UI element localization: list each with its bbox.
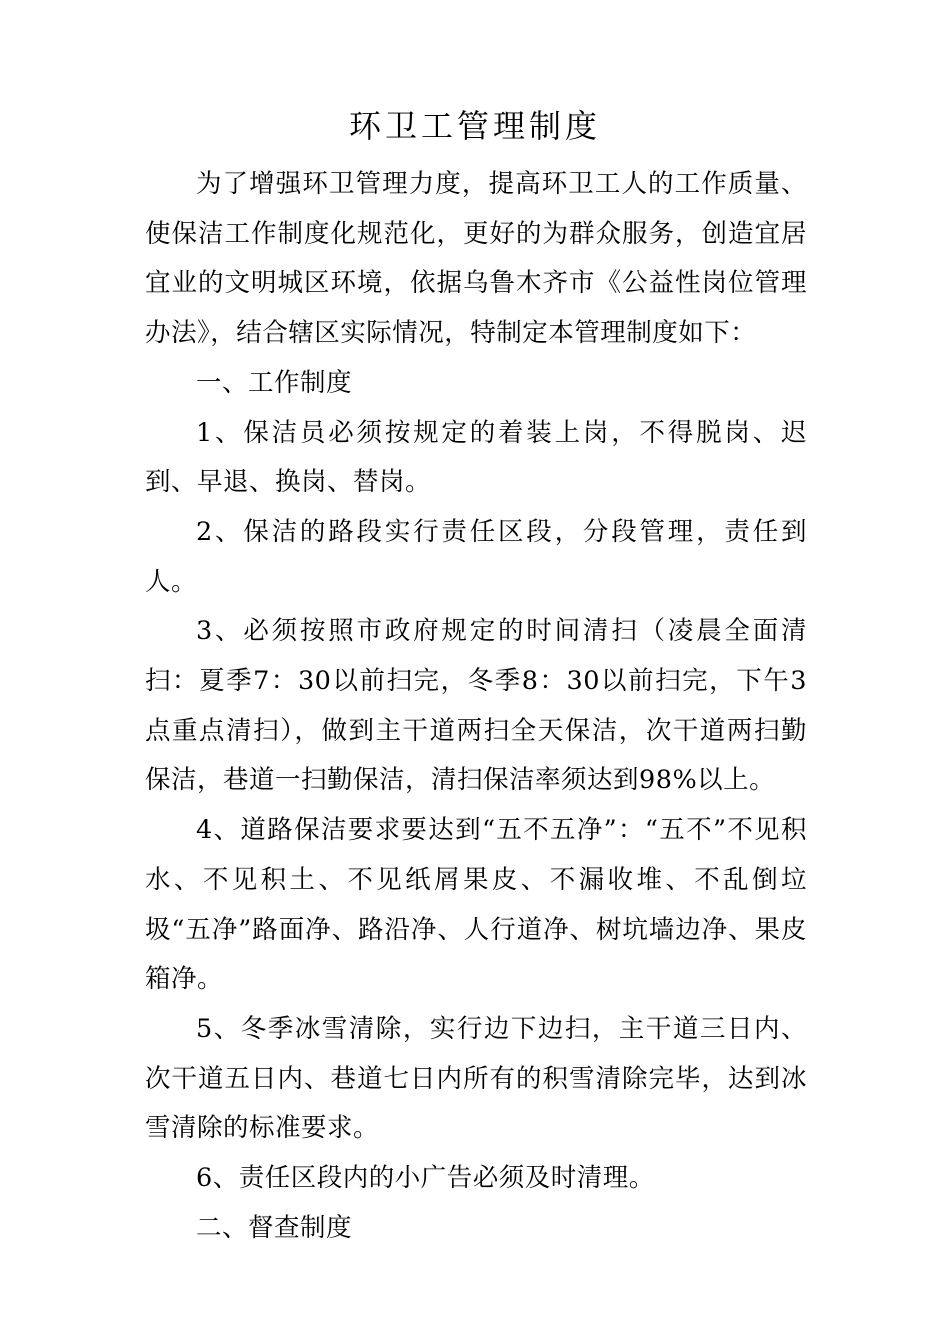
- rule-item-5: 5、冬季冰雪清除，实行边下边扫，主干道三日内、次干道五日内、巷道七日内所有的积雪清除完毕，达到冰雪清除的标准要求。: [145, 1013, 807, 1144]
- rule-item-4: 4、道路保洁要求要达到“五不五净”：“五不”不见积水、不见积土、不见纸屑果皮、不漏收堆、不乱倒垃圾“五净”路面净、路沿净、人行道净、树坑墙边净、果皮箱净。: [145, 815, 807, 995]
- rule-item-3: 3、必须按照市政府规定的时间清扫（凌晨全面清扫：夏季7：30以前扫完，冬季8：30以前扫完，下午3点重点清扫），做到主干道两扫全天保洁，次干道两扫勤保洁，巷道一扫勤保洁，清扫保洁率须达到98%以上。: [145, 616, 807, 796]
- section-heading-supervision: 二、督查制度: [196, 1212, 353, 1243]
- rule-item-2: 2、保洁的路段实行责任区段，分段管理，责任到人。: [145, 516, 807, 597]
- document-title: 环卫工管理制度: [348, 107, 601, 145]
- document-body: [145, 160, 807, 1253]
- intro-paragraph: 为了增强环卫管理力度，提高环卫工人的工作质量、使保洁工作制度化规范化，更好的为群众服务，创造宜居宜业的文明城区环境，依据乌鲁木齐市《公益性岗位管理办法》，结合辖区实际情况，特制定本管理制度如下：: [145, 169, 807, 349]
- rule-item-6: 6、责任区段内的小广告必须及时清理。: [196, 1163, 655, 1194]
- rule-item-1: 1、保洁员必须按规定的着装上岗，不得脱岗、迟到、早退、换岗、替岗。: [145, 417, 807, 498]
- section-heading-work-rules: 一、工作制度: [196, 367, 353, 398]
